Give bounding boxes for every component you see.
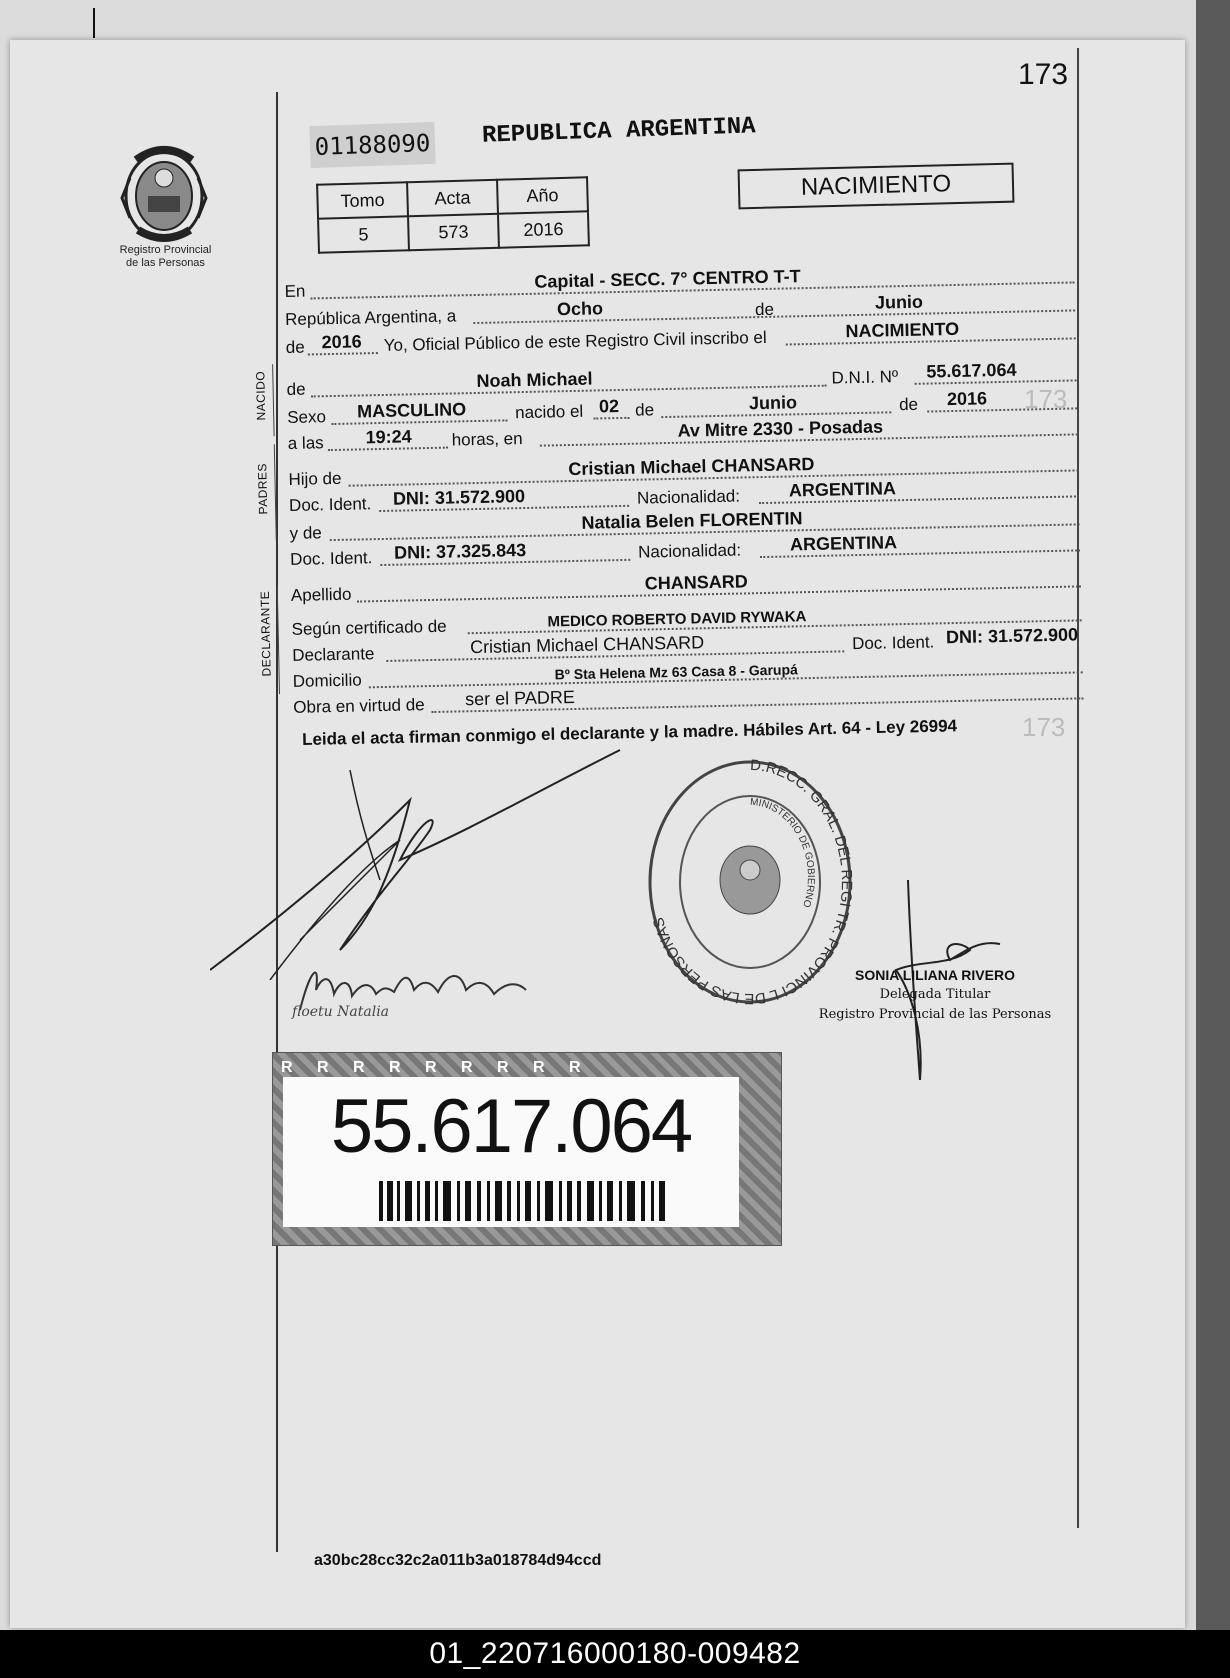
scanner-edge [1196, 0, 1230, 1630]
child-dni: 55.617.064 [926, 359, 1017, 382]
side-label-declarante: DECLARANTE [257, 590, 274, 677]
officer-role: Delegada Titular [879, 987, 991, 1002]
child-de-label: de [286, 379, 306, 399]
horas-label: horas, en [451, 429, 523, 450]
nacionalidad2-label: Nacionalidad: [637, 540, 742, 562]
table-header-acta: Acta [407, 180, 498, 216]
sticker-label [283, 1077, 739, 1227]
province-crest-icon [118, 138, 210, 246]
declarant-name: Cristian Michael CHANSARD [469, 632, 705, 658]
year: 2016 [321, 331, 362, 353]
mother-name: Natalia Belen FLORENTIN [581, 508, 803, 533]
seal-inner-text: MINISTERIO DE GOBIERNO [749, 796, 817, 909]
officer-text: Yo, Oficial Público de este Registro Civil inscribo el [383, 327, 767, 355]
edge-mark [93, 8, 95, 38]
address: Bº Sta Helena Mz 63 Casa 8 - Garupá [554, 661, 798, 683]
registry-name: Registro Provincial de las Personas [119, 244, 212, 269]
officer-org: Registro Provincial de las Personas [818, 1007, 1052, 1022]
declarant-doc: DNI: 31.572.900 [945, 624, 1079, 648]
doc2-label: Doc. Ident. [289, 548, 373, 569]
republica-label: República Argentina, a [284, 306, 457, 329]
right-margin-line [1077, 48, 1079, 1528]
de2-label: de [285, 337, 305, 357]
declarant-signature [210, 740, 630, 980]
mother-nationality: ARGENTINA [789, 532, 898, 555]
father-doc: DNI: 31.572.900 [392, 486, 526, 509]
page-title: REPUBLICA ARGENTINA [481, 113, 757, 150]
birth-time: 19:24 [365, 426, 412, 448]
sex: MASCULINO [356, 399, 467, 422]
yde-label: y de [289, 523, 322, 543]
officer-name: SONIA LILIANA RIVERO [855, 967, 1015, 983]
de-label: de [754, 299, 775, 320]
certificate: MEDICO ROBERTO DAVID RYWAKA [547, 608, 807, 631]
page-number: 173 [1018, 58, 1069, 91]
birth-place: Av Mitre 2330 - Posadas [677, 416, 884, 441]
id-sticker [272, 1052, 782, 1246]
day-word: Ocho [556, 298, 604, 320]
seal-outer-text: D.RECC. GRAL. DEL REGI TR. PROVINCI L DE LAS PERSONAS [649, 756, 856, 1008]
officer-block [810, 965, 1060, 1025]
mother-doc: DNI: 37.325.843 [393, 539, 527, 563]
birth-de2-label: de [898, 394, 919, 415]
table-cell-ano: 2016 [498, 211, 589, 247]
child-name: Noah Michael [476, 368, 593, 391]
faint-page-number: 173 [1022, 712, 1066, 742]
table-cell-tomo: 5 [318, 216, 409, 252]
closing-statement: Leida el acta firman conmigo el declarante y la madre. Hábiles Art. 64 - Ley 26994 [301, 716, 958, 750]
inscribed-type: NACIMIENTO [845, 318, 960, 342]
sexo-label: Sexo [287, 407, 327, 427]
document-hash: a30bc28cc32c2a011b3a018784d94ccd [314, 1552, 602, 1569]
segun-label: Según certificado de [291, 616, 447, 639]
alas-label: a las [287, 433, 324, 453]
obra-label: Obra en virtud de [293, 695, 425, 717]
month: Junio [874, 291, 924, 313]
hijo-label: Hijo de [288, 468, 342, 489]
mother-signature-text: floetu Natalia [292, 1004, 390, 1020]
birth-month: Junio [748, 392, 798, 414]
registry-place: Capital - SECC. 7° CENTRO T-T [534, 266, 801, 292]
father-nationality: ARGENTINA [788, 478, 897, 501]
en-label: En [284, 281, 306, 301]
table-header-tomo: Tomo [317, 182, 408, 218]
declarante-label: Declarante [292, 644, 375, 665]
dni-label: D.N.I. Nº [831, 367, 899, 388]
scan-id: 01_220716000180-009482 [0, 1630, 1230, 1678]
birth-form [253, 247, 1084, 733]
table-header-ano: Año [497, 177, 588, 213]
doc3-label: Doc. Ident. [851, 632, 935, 654]
birth-year: 2016 [946, 388, 988, 410]
faint-page-number: 173 [1024, 384, 1068, 414]
domicilio-label: Domicilio [292, 670, 362, 691]
nacionalidad-label: Nacionalidad: [636, 486, 741, 508]
nacido-label: nacido el [514, 401, 584, 423]
serial-number: 01188090 [309, 122, 435, 168]
sticker-number: 55.617.064 [330, 1084, 692, 1169]
record-type-box: NACIMIENTO [738, 163, 1015, 210]
birth-day: 02 [598, 396, 620, 417]
side-label-nacido: NACIDO [253, 370, 269, 421]
capacity: ser el PADRE [464, 687, 576, 710]
apellido-label: Apellido [290, 584, 352, 605]
sticker-pattern: R R R R R R R R R [281, 1059, 591, 1076]
surname: CHANSARD [644, 571, 748, 594]
birth-de-label: de [634, 400, 655, 420]
mother-signature [290, 950, 550, 1020]
side-label-padres: PADRES [255, 462, 271, 515]
barcode-icon [379, 1181, 669, 1221]
registry-table [316, 176, 590, 254]
table-cell-acta: 573 [408, 214, 499, 250]
father-name: Cristian Michael CHANSARD [568, 453, 815, 480]
doc-label: Doc. Ident. [288, 494, 372, 515]
